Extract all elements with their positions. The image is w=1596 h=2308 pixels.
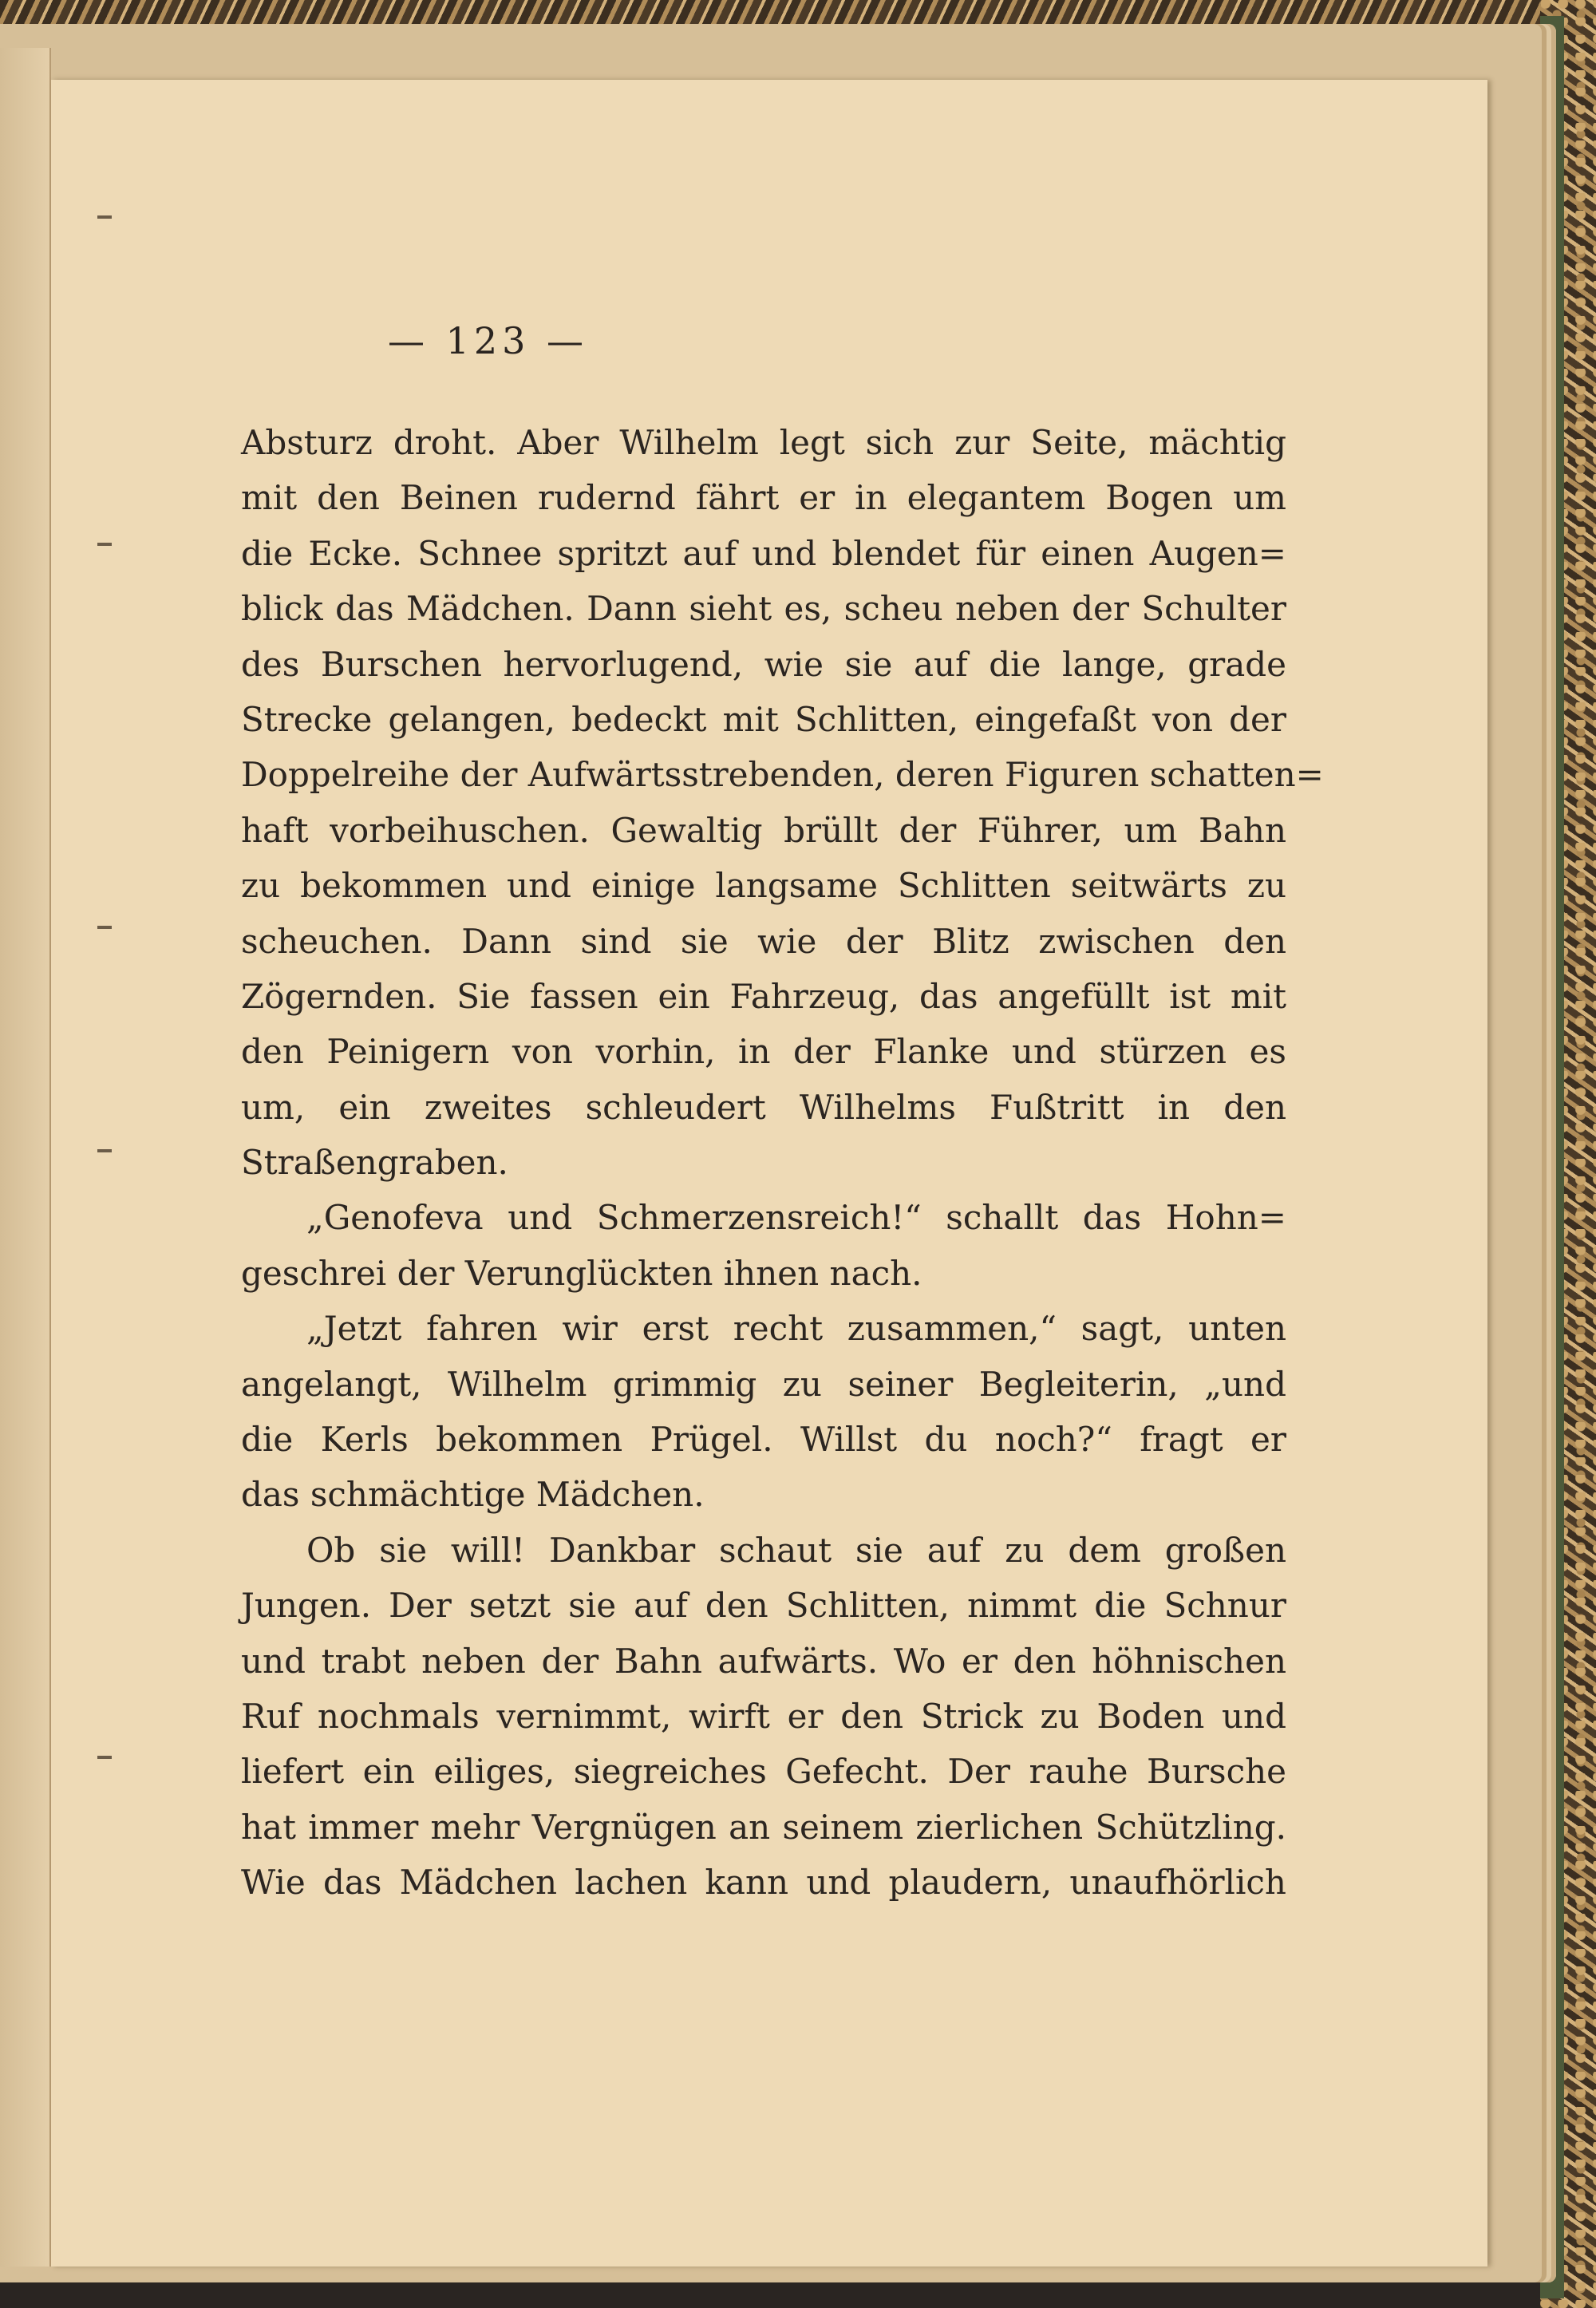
book-page xyxy=(51,80,1487,2267)
text-line: Absturz droht. Aber Wilhelm legt sich zur Seite, mächtig xyxy=(241,423,1286,462)
text-line: zu bekommen und einige langsame Schlitten seitwärts zu xyxy=(241,866,1286,906)
text-line: des Burschen hervorlugend, wie sie auf die lange, grade xyxy=(241,644,1286,684)
margin-mark xyxy=(97,926,112,929)
text-line: mit den Beinen rudernd fährt er in elegantem Bogen um xyxy=(241,478,1286,518)
page-number: — 123 — xyxy=(387,319,589,362)
text-line: angelangt, Wilhelm grimmig zu seiner Begleiterin, „und xyxy=(241,1364,1286,1404)
text-line: Strecke gelangen, bedeckt mit Schlitten, eingefaßt von der xyxy=(241,699,1286,739)
page-text xyxy=(241,415,1324,1911)
text-line: die Ecke. Schnee spritzt auf und blendet für einen Augen= xyxy=(241,533,1286,573)
text-line: das schmächtige Mädchen. xyxy=(241,1475,705,1515)
text-line: liefert ein eiliges, siegreiches Gefecht. Der rauhe Bursche xyxy=(241,1752,1286,1792)
text-line: und trabt neben der Bahn aufwärts. Wo er den höhnischen xyxy=(241,1641,1286,1681)
text-line: Zögernden. Sie fassen ein Fahrzeug, das angefüllt ist mit xyxy=(241,976,1286,1016)
text-line: Doppelreihe der Aufwärtsstrebenden, deren Figuren schatten= xyxy=(241,755,1324,795)
text-line: „Genofeva und Schmerzensreich!“ schallt das Hohn= xyxy=(306,1198,1286,1238)
text-line: den Peinigern von vorhin, in der Flanke und stürzen es xyxy=(241,1032,1286,1072)
text-line: geschrei der Verunglückten ihnen nach. xyxy=(241,1253,922,1293)
text-line: um, ein zweites schleudert Wilhelms Fußtritt in den xyxy=(241,1087,1286,1127)
text-line: Ruf nochmals vernimmt, wirft er den Strick zu Boden und xyxy=(241,1696,1286,1736)
text-line: scheuchen. Dann sind sie wie der Blitz zwischen den xyxy=(241,921,1286,961)
margin-mark xyxy=(97,1149,112,1152)
text-line: Ob sie will! Dankbar schaut sie auf zu dem großen xyxy=(306,1530,1286,1570)
text-line: Straßengraben. xyxy=(241,1143,508,1183)
text-line: haft vorbeihuschen. Gewaltig brüllt der Führer, um Bahn xyxy=(241,810,1286,850)
text-line: die Kerls bekommen Prügel. Willst du noch?“ fragt er xyxy=(241,1420,1286,1460)
margin-mark xyxy=(97,543,112,546)
text-line: Jungen. Der setzt sie auf den Schlitten, nimmt die Schnur xyxy=(241,1586,1286,1626)
margin-mark xyxy=(97,1756,112,1759)
text-line: blick das Mädchen. Dann sieht es, scheu neben der Schulter xyxy=(241,589,1286,629)
text-line: „Jetzt fahren wir erst recht zusammen,“ sagt, unten xyxy=(306,1309,1286,1349)
text-line: Wie das Mädchen lachen kann und plaudern, unaufhörlich xyxy=(241,1863,1286,1903)
margin-mark xyxy=(97,215,112,219)
text-line: hat immer mehr Vergnügen an seinem zierlichen Schützling. xyxy=(241,1807,1286,1847)
facing-page-edge xyxy=(0,48,51,2267)
